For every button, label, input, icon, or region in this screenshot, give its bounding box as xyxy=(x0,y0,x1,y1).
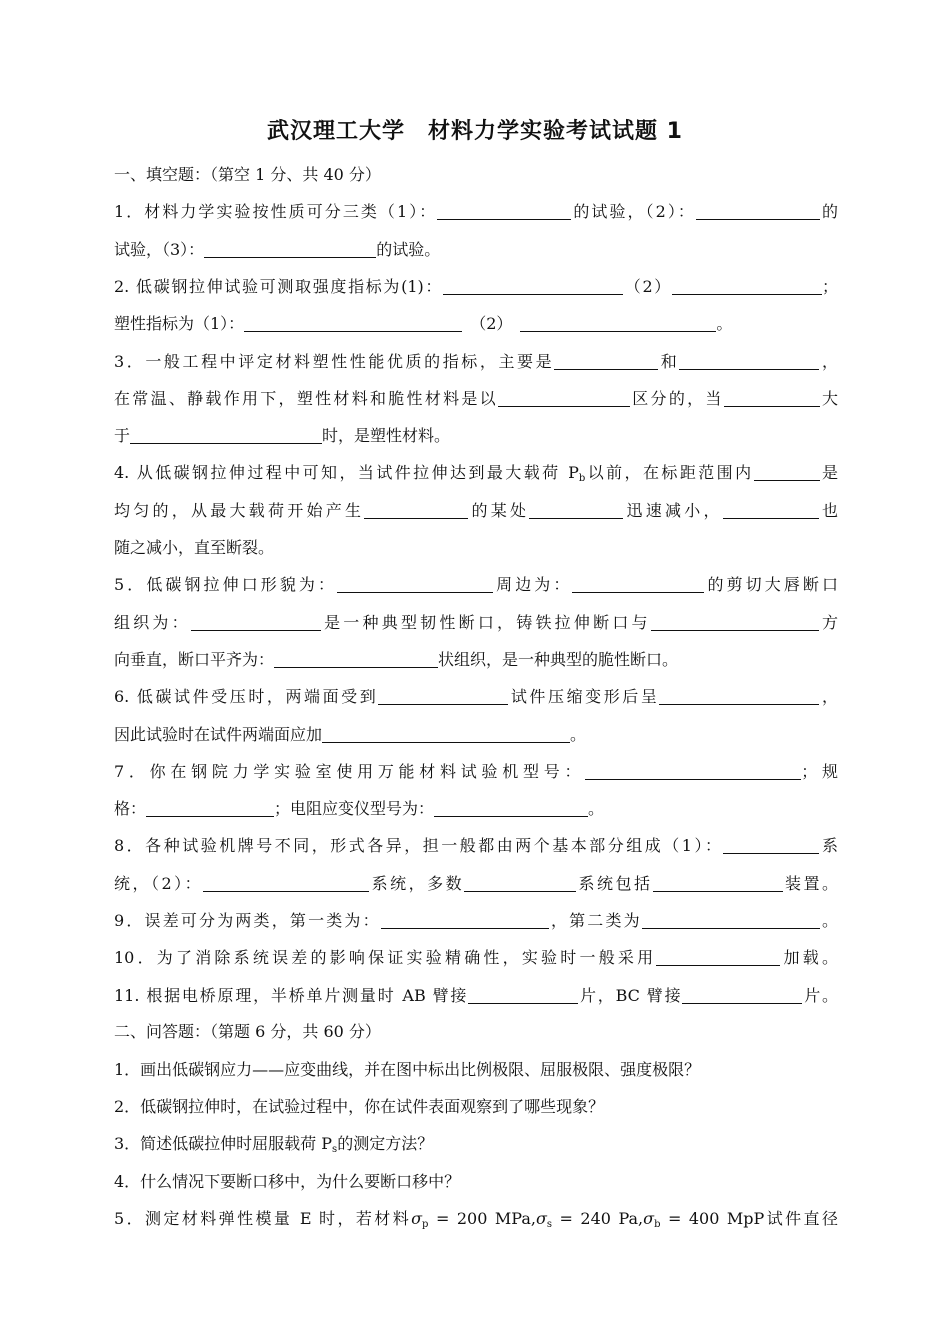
question-11-line-1 xyxy=(114,985,838,1007)
question-text: 的某处 xyxy=(468,501,530,520)
question-text: 也 xyxy=(818,501,838,520)
question-text: 10．为了消除系统误差的影响保证实验精确性，实验时一般采用 xyxy=(114,948,657,967)
question-text: 以前，在标距范围内 xyxy=(585,463,754,482)
question-text: 系统，多数 xyxy=(369,874,465,893)
question-text: 。 xyxy=(570,725,587,744)
answer-blank[interactable] xyxy=(653,875,783,892)
question-text: 格： xyxy=(114,799,147,818)
subscript: p xyxy=(422,1219,429,1230)
question-4-line-3: 随之减小，直至断裂。 xyxy=(114,538,275,557)
answer-question-3 xyxy=(114,1133,838,1161)
question-text: ；电阻应变仪型号为： xyxy=(274,799,435,818)
answer-blank[interactable] xyxy=(322,726,570,743)
question-text: 3．简述低碳拉伸时屈服载荷 P xyxy=(114,1134,333,1153)
question-text: 试件压缩变形后呈 xyxy=(508,687,660,706)
question-1-line-2 xyxy=(114,239,838,261)
sigma-symbol: σ xyxy=(411,1209,423,1228)
question-text: 系 xyxy=(819,836,838,855)
answer-blank[interactable] xyxy=(656,949,780,966)
question-2-line-1 xyxy=(114,276,838,298)
question-text: 周边为： xyxy=(493,575,573,594)
answer-blank[interactable] xyxy=(191,614,321,631)
question-text: 4. 从低碳钢拉伸过程中可知，当试件拉伸达到最大载荷 P xyxy=(114,463,579,482)
question-text: 是一种典型韧性断口，铸铁拉伸断口与 xyxy=(320,613,651,632)
question-4-line-1 xyxy=(114,462,838,490)
answer-question-4: 4．什么情况下要断口移中，为什么要断口移中？ xyxy=(114,1172,461,1191)
answer-blank[interactable] xyxy=(572,576,704,593)
question-text: 加载。 xyxy=(780,948,838,967)
page-title: 武汉理工大学 材料力学实验考试试题 1 xyxy=(267,119,683,144)
question-text: ， xyxy=(819,352,838,371)
section-1-header: 一、填空题：（第空 1 分、共 40 分） xyxy=(114,165,381,184)
question-text: 装置。 xyxy=(782,874,838,893)
question-5-line-3 xyxy=(114,649,838,671)
answer-blank[interactable] xyxy=(723,502,819,519)
answer-question-2: 2．低碳钢拉伸时，在试验过程中，你在试件表面观察到了哪些现象？ xyxy=(114,1097,605,1116)
question-text: 状组织，是一种典型的脆性断口。 xyxy=(438,650,679,669)
answer-blank[interactable] xyxy=(468,987,578,1004)
answer-blank[interactable] xyxy=(754,464,820,481)
question-text: 9．误差可分为两类，第一类为： xyxy=(114,911,381,930)
answer-blank[interactable] xyxy=(443,278,623,295)
answer-blank[interactable] xyxy=(696,203,820,220)
question-7-line-1 xyxy=(114,761,838,783)
question-text: 5．测定材料弹性模量 E 时，若材料 xyxy=(114,1209,412,1228)
question-3-line-2 xyxy=(114,388,838,410)
question-text: 因此试验时在试件两端面应加 xyxy=(114,725,323,744)
answer-blank[interactable] xyxy=(337,576,493,593)
question-text: 均匀的，从最大载荷开始产生 xyxy=(114,501,365,520)
question-text: ；规 xyxy=(801,762,838,781)
question-text: 的测定方法？ xyxy=(337,1134,434,1153)
question-text: 是 xyxy=(819,463,838,482)
question-text: 1．材料力学实验按性质可分三类（1）： xyxy=(114,202,438,221)
answer-blank[interactable] xyxy=(682,987,802,1004)
question-4-line-2 xyxy=(114,500,838,522)
question-text: 大 xyxy=(819,389,838,408)
question-6-line-1 xyxy=(114,686,838,708)
question-text: 。 xyxy=(716,314,733,333)
question-text: 的试验。 xyxy=(376,240,441,259)
question-5-line-1 xyxy=(114,574,838,596)
question-8-line-1 xyxy=(114,835,838,857)
question-text: 3．一般工程中评定材料塑性性能优质的指标，主要是 xyxy=(114,352,555,371)
question-text: ； xyxy=(821,277,838,296)
answer-blank[interactable] xyxy=(146,800,274,817)
answer-blank[interactable] xyxy=(434,800,588,817)
question-3-line-1 xyxy=(114,351,838,373)
subscript: b xyxy=(578,473,586,484)
question-text: 时，是塑性材料。 xyxy=(322,426,451,445)
answer-blank[interactable] xyxy=(498,390,630,407)
question-text: 组织为： xyxy=(114,613,191,632)
answer-blank[interactable] xyxy=(723,837,819,854)
question-text: 片，BC 臂接 xyxy=(578,986,683,1005)
answer-blank[interactable] xyxy=(203,875,369,892)
subscript: s xyxy=(332,1144,338,1155)
answer-blank[interactable] xyxy=(659,688,819,705)
answer-blank[interactable] xyxy=(642,912,820,929)
question-2-line-2 xyxy=(114,313,838,335)
subscript: b xyxy=(654,1219,661,1230)
answer-blank[interactable] xyxy=(364,502,468,519)
answer-blank[interactable] xyxy=(585,763,801,780)
question-text: 统，（2）： xyxy=(114,874,204,893)
question-text: 7．你在钢院力学实验室使用万能材料试验机型号： xyxy=(114,762,586,781)
question-text: 塑性指标为（1）： xyxy=(114,314,245,333)
question-text: 方 xyxy=(818,613,838,632)
sigma-symbol: σ xyxy=(535,1209,547,1228)
answer-blank[interactable] xyxy=(381,912,549,929)
question-text: 5．低碳钢拉伸口形貌为： xyxy=(114,575,338,594)
answer-blank[interactable] xyxy=(378,688,508,705)
question-text: 11. 根据电桥原理，半桥单片测量时 AB 臂接 xyxy=(114,986,469,1005)
question-8-line-2 xyxy=(114,873,838,895)
question-text: 区分的，当 xyxy=(629,389,724,408)
question-7-line-2 xyxy=(114,798,838,820)
question-3-line-3 xyxy=(114,425,838,447)
question-text: 8．各种试验机牌号不同，形式各异，担一般都由两个基本部分组成（1）： xyxy=(114,836,724,855)
answer-blank[interactable] xyxy=(130,427,322,444)
answer-blank[interactable] xyxy=(554,353,658,370)
answer-blank[interactable] xyxy=(529,502,623,519)
answer-question-1: 1．画出低碳钢应力——应变曲线，并在图中标出比例极限、屈服极限、强度极限？ xyxy=(114,1060,701,1079)
answer-blank[interactable] xyxy=(520,315,716,332)
question-text: 。 xyxy=(819,911,838,930)
formula-value: = 400 MpP xyxy=(660,1209,765,1228)
answer-blank[interactable] xyxy=(672,278,822,295)
answer-blank[interactable] xyxy=(274,651,438,668)
answer-blank[interactable] xyxy=(679,353,819,370)
question-9-line-1 xyxy=(114,910,838,932)
answer-blank[interactable] xyxy=(244,315,462,332)
question-text: 的 xyxy=(819,202,838,221)
answer-question-5 xyxy=(114,1208,838,1236)
question-text: 的试验，（2）： xyxy=(571,202,696,221)
question-text: 在常温、静载作用下，塑性材料和脆性材料是以 xyxy=(114,389,498,408)
formula-value: = 240 Pa, xyxy=(552,1209,644,1228)
sigma-symbol: σ xyxy=(643,1209,655,1228)
question-text: ，第二类为 xyxy=(548,911,642,930)
question-text: 的剪切大唇断口 xyxy=(704,575,838,594)
question-text: 。 xyxy=(588,799,605,818)
question-text: ， xyxy=(819,687,838,706)
question-text: 于 xyxy=(114,426,131,445)
formula-value: = 200 MPa, xyxy=(428,1209,536,1228)
answer-blank[interactable] xyxy=(204,241,376,258)
section-2-header: 二、问答题：（第题 6 分，共 60 分） xyxy=(114,1022,381,1041)
subscript: s xyxy=(546,1219,553,1230)
answer-blank[interactable] xyxy=(651,614,819,631)
question-text: 迅速减小， xyxy=(623,501,723,520)
question-6-line-2 xyxy=(114,724,838,746)
question-text: 片。 xyxy=(802,986,838,1005)
question-text: 系统包括 xyxy=(576,874,653,893)
answer-blank[interactable] xyxy=(724,390,820,407)
question-text: 试验，（3）： xyxy=(114,240,205,259)
question-text: 2. 低碳钢拉伸试验可测取强度指标为(1)： xyxy=(114,277,444,296)
question-text: 向垂直，断口平齐为： xyxy=(114,650,275,669)
question-text: 试件直径 xyxy=(764,1209,838,1228)
answer-blank[interactable] xyxy=(464,875,576,892)
question-text: （2） xyxy=(623,277,672,296)
question-5-line-2 xyxy=(114,612,838,634)
question-10-line-1 xyxy=(114,947,838,969)
question-text: （2） xyxy=(470,314,513,333)
question-1-line-1 xyxy=(114,201,838,223)
question-text: 和 xyxy=(658,352,680,371)
question-text: 6. 低碳试件受压时，两端面受到 xyxy=(114,687,379,706)
answer-blank[interactable] xyxy=(437,203,571,220)
